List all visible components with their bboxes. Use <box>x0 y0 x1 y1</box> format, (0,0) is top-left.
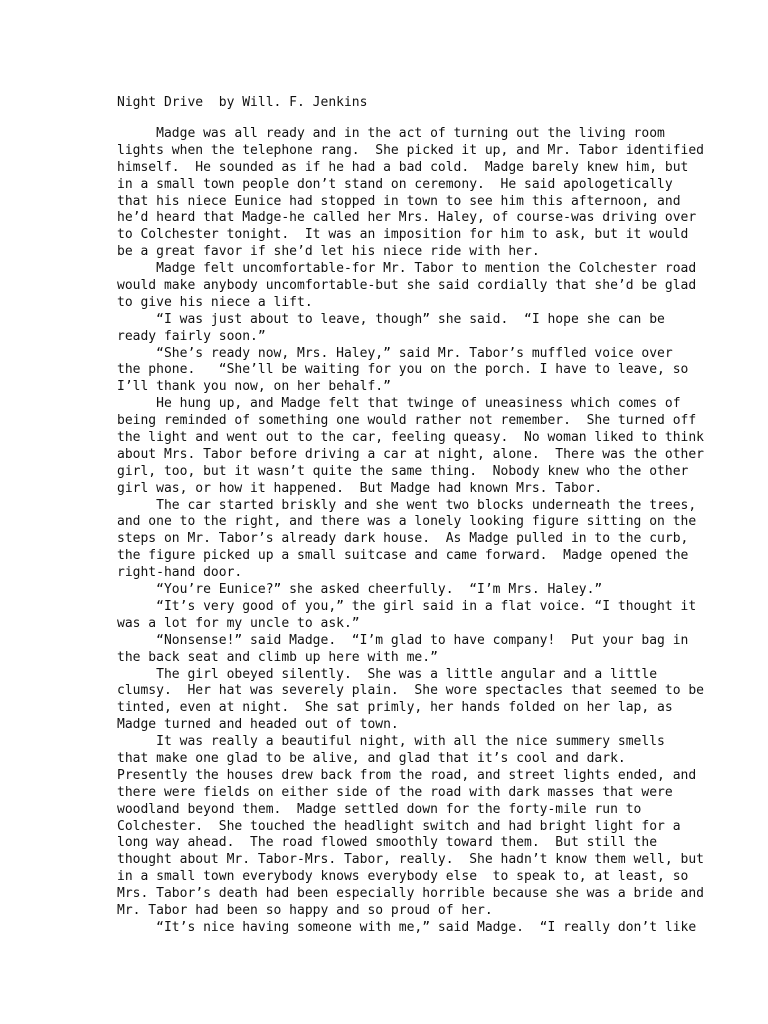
text-line: Madge was all ready and in the act of turning out the living room <box>117 126 665 141</box>
text-line: “She’s ready now, Mrs. Haley,” said Mr. Tabor’s muffled voice over <box>117 345 673 361</box>
text-line: in a small town everybody knows everybody else to speak to, at least, so <box>117 869 689 885</box>
text-line: “You’re Eunice?” she asked cheerfully. “I’m Mrs. Haley.” <box>117 582 603 598</box>
text-line: “I was just about to leave, though” she said. “I hope she can be <box>117 311 665 327</box>
text-line: “Nonsense!” said Madge. “I’m glad to have company! Put your bag in <box>117 632 689 648</box>
text-line: girl, too, but it wasn’t quite the same thing. Nobody knew who the other <box>117 463 689 479</box>
text-line: Colchester. She touched the headlight switch and had bright light for a <box>117 818 681 834</box>
text-line: there were fields on either side of the road with dark masses that were <box>117 784 673 800</box>
text-line: the phone. “She’ll be waiting for you on the porch. I have to leave, so <box>117 362 689 378</box>
text-line: the back seat and climb up here with me.” <box>117 649 438 665</box>
text-line: was a lot for my uncle to ask.” <box>117 615 360 631</box>
text-line: Madge felt uncomfortable-for Mr. Tabor to mention the Colchester road <box>117 261 697 277</box>
text-line: in a small town people don’t stand on ceremony. He said apologetically <box>117 176 673 192</box>
text-line: lights when the telephone rang. She picked it up, and Mr. Tabor identified <box>117 142 704 158</box>
text-line: Mrs. Tabor’s death had been especially horrible because she was a bride and <box>117 886 704 902</box>
text-line: ready fairly soon.” <box>117 328 266 344</box>
text-line: be a great favor if she’d let his niece ride with her. <box>117 244 540 260</box>
document-title: Night Drive by Will. F. Jenkins <box>117 95 368 110</box>
text-line: and one to the right, and there was a lonely looking figure sitting on the <box>117 514 697 530</box>
text-line: he’d heard that Madge-he called her Mrs. Haley, of course-was driving over <box>117 210 697 226</box>
text-line: thought about Mr. Tabor-Mrs. Tabor, really. She hadn’t know them well, but <box>117 852 704 868</box>
text-line: He hung up, and Madge felt that twinge of uneasiness which comes of <box>117 396 681 412</box>
text-line: that his niece Eunice had stopped in town to see him this afternoon, and <box>117 193 681 209</box>
text-line: long way ahead. The road flowed smoothly toward them. But still the <box>117 835 658 851</box>
text-line: right-hand door. <box>117 565 243 581</box>
text-line: to Colchester tonight. It was an imposition for him to ask, but it would <box>117 227 689 243</box>
text-line: to give his niece a lift. <box>117 294 313 310</box>
text-line: Madge turned and headed out of town. <box>117 717 399 733</box>
text-line: steps on Mr. Tabor’s already dark house. As Madge pulled in to the curb, <box>117 531 689 547</box>
text-line: woodland beyond them. Madge settled down for the forty-mile run to <box>117 801 642 817</box>
text-line: Presently the houses drew back from the road, and street lights ended, and <box>117 767 697 783</box>
text-line: about Mrs. Tabor before driving a car at night, alone. There was the other <box>117 446 704 462</box>
text-line: girl was, or how it happened. But Madge had known Mrs. Tabor. <box>117 480 603 496</box>
text-line: tinted, even at night. She sat primly, her hands folded on her lap, as <box>117 700 673 716</box>
text-line: “It’s very good of you,” the girl said in a flat voice. “I thought it <box>117 598 697 614</box>
text-line: that make one glad to be alive, and glad that it’s cool and dark. <box>117 750 626 766</box>
text-line: the figure picked up a small suitcase and came forward. Madge opened the <box>117 548 689 564</box>
text-line: being reminded of something one would rather not remember. She turned off <box>117 413 697 429</box>
text-line: himself. He sounded as if he had a bad cold. Madge barely knew him, but <box>117 159 689 175</box>
text-line: The car started briskly and she went two blocks underneath the trees, <box>117 497 697 513</box>
text-line: I’ll thank you now, on her behalf.” <box>117 379 391 395</box>
text-line: Mr. Tabor had been so happy and so proud of her. <box>117 902 493 918</box>
text-line: the light and went out to the car, feeling queasy. No woman liked to think <box>117 430 704 446</box>
text-line: “It’s nice having someone with me,” said Madge. “I really don’t like <box>117 919 697 935</box>
text-line: clumsy. Her hat was severely plain. She wore spectacles that seemed to be <box>117 683 704 699</box>
document-body <box>117 126 704 937</box>
text-line: would make anybody uncomfortable-but she said cordially that she’d be glad <box>117 278 697 294</box>
text-line: The girl obeyed silently. She was a little angular and a little <box>117 666 658 682</box>
text-line: It was really a beautiful night, with all the nice summery smells <box>117 734 665 750</box>
